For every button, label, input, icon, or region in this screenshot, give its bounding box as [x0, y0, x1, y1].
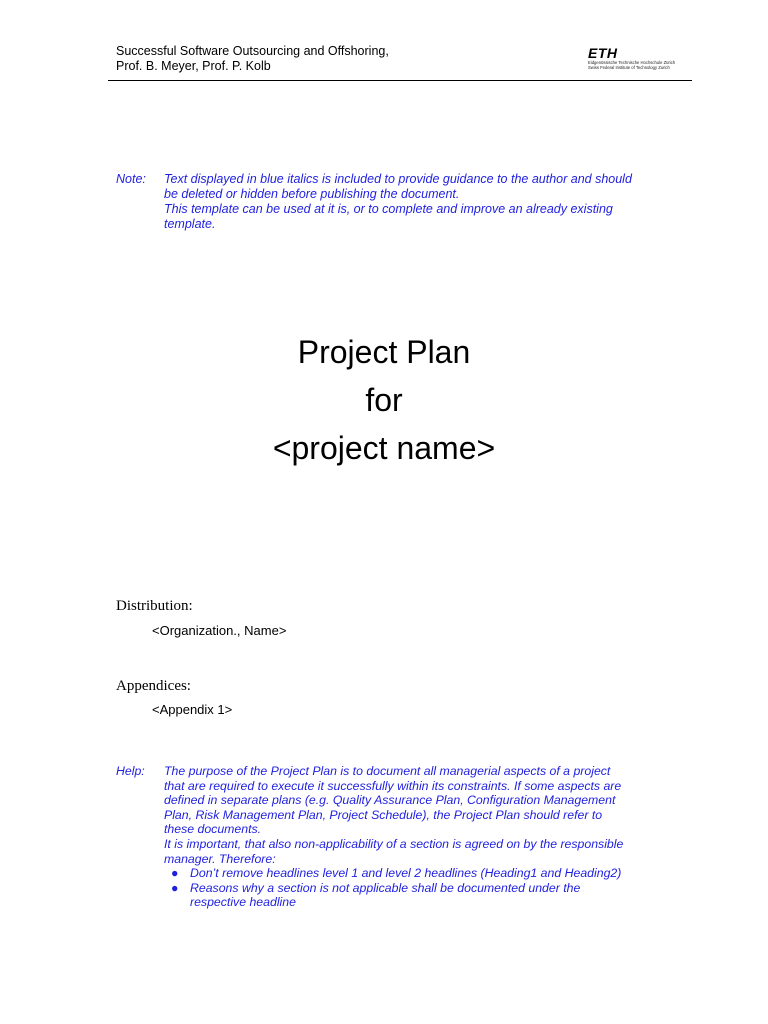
- eth-logo-line-2: Swiss Federal Institute of Technology Zurich: [588, 65, 670, 70]
- help-line: manager. Therefore:: [164, 851, 276, 866]
- note-line: be deleted or hidden before publishing the document.: [164, 187, 460, 201]
- help-line: It is important, that also non-applicability of a section is agreed on by the responsible: [164, 836, 624, 851]
- help-bullet-list: [164, 866, 654, 910]
- note-label: Note:: [116, 172, 146, 186]
- help-bullet-item: [164, 881, 654, 910]
- bullet-dot-icon: ●: [171, 880, 179, 895]
- eth-logo-mark: ETH: [588, 45, 618, 61]
- header-authors: Prof. B. Meyer, Prof. P. Kolb: [116, 59, 271, 73]
- help-bullet-line: Don’t remove headlines level 1 and level 2 headlines (Heading1 and Heading2): [190, 866, 622, 881]
- note-line: Text displayed in blue italics is included to provide guidance to the author and should: [164, 172, 632, 186]
- eth-logo: [588, 46, 692, 70]
- help-line: these documents.: [164, 822, 262, 837]
- help-text: [164, 764, 654, 910]
- document-title: [0, 328, 768, 472]
- header-course-title: Successful Software Outsourcing and Offshoring,: [116, 44, 389, 58]
- title-line-2: for: [365, 382, 403, 418]
- distribution-value: <Organization., Name>: [152, 623, 287, 638]
- note-line: template.: [164, 217, 216, 231]
- help-bullet-line: respective headline: [190, 895, 296, 910]
- title-line-1: Project Plan: [297, 334, 471, 370]
- distribution-label: Distribution:: [116, 598, 193, 614]
- help-line: defined in separate plans (e.g. Quality Assurance Plan, Configuration Management: [164, 793, 616, 808]
- appendices-label: Appendices:: [116, 678, 191, 694]
- help-bullet-item: [164, 866, 654, 881]
- help-bullet-line: Reasons why a section is not applicable shall be documented under the: [190, 880, 581, 895]
- title-line-3: <project name>: [272, 430, 496, 466]
- eth-logo-line-1: Eidgenössische Technische Hochschule Zürich: [588, 60, 676, 65]
- note-line: This template can be used at it is, or to complete and improve an already existing: [164, 202, 613, 216]
- appendices-value: <Appendix 1>: [152, 702, 233, 717]
- help-line: The purpose of the Project Plan is to document all managerial aspects of a project: [164, 764, 611, 778]
- help-label: Help:: [116, 764, 145, 778]
- note-text: [164, 172, 664, 232]
- help-line: Plan, Risk Management Plan, Project Schedule), the Project Plan should refer to: [164, 807, 603, 822]
- header-divider: [108, 80, 692, 81]
- page-header: [116, 44, 389, 74]
- bullet-dot-icon: ●: [171, 866, 179, 881]
- help-line: that are required to execute it successfully within its constraints. If some aspects are: [164, 778, 622, 793]
